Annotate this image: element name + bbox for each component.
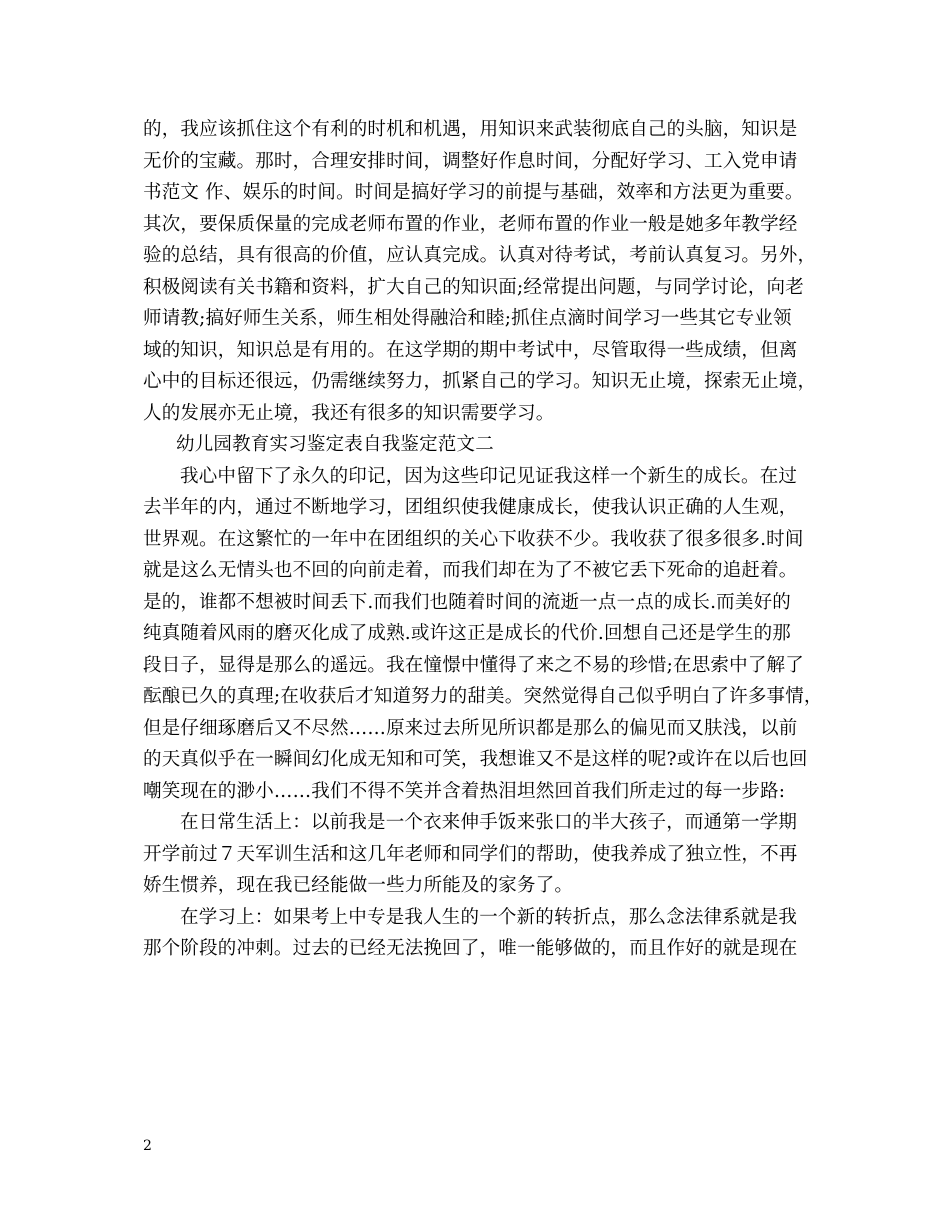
text-line: 但是仔细琢磨后又不尽然……原来过去所见所识都是那么的偏见而又肤浅，以前 xyxy=(143,717,798,739)
text-line: 书范文 作、娱乐的时间。时间是搞好学习的前提与基础，效率和方法更为重要。 xyxy=(143,182,804,203)
text-line: 的天真似乎在一瞬间幻化成无知和可笑，我想谁又不是这样的呢?或许在以后也回 xyxy=(143,749,808,770)
text-line: 那个阶段的冲刺。过去的已经无法挽回了，唯一能够做的，而且作好的就是现在 xyxy=(143,938,798,959)
text-line: 段日子，显得是那么的遥远。我在憧憬中懂得了来之不易的珍惜;在思索中了解了 xyxy=(143,654,804,676)
text-line: 嘲笑现在的渺小……我们不得不笑并含着热泪坦然回首我们所走过的每一步路: xyxy=(143,780,786,802)
text-line: 验的总结，具有很高的价值，应认真完成。认真对待考试，考前认真复习。另外， xyxy=(143,245,817,266)
text-line: 在学习上：如果考上中专是我人生的一个新的转折点，那么念法律系就是我 xyxy=(180,906,798,928)
text-line: 其次，要保质保量的完成老师布置的作业，老师布置的作业一般是她多年教学经 xyxy=(143,213,798,235)
text-line: 就是这么无情头也不回的向前走着，而我们却在为了不被它丢下死命的追赶着。 xyxy=(143,560,798,581)
page-number: 2 xyxy=(143,1138,152,1154)
section-heading: 幼儿园教育实习鉴定表自我鉴定范文二 xyxy=(176,434,494,455)
text-line: 域的知识，知识总是有用的。在这学期的期中考试中，尽管取得一些成绩，但离 xyxy=(143,339,798,361)
text-line: 娇生惯养，现在我已经能做一些力所能及的家务了。 xyxy=(143,875,574,896)
text-line: 在日常生活上：以前我是一个衣来伸手饭来张口的半大孩子，而通第一学期 xyxy=(180,812,798,833)
text-line: 是的，谁都不想被时间丢下.而我们也随着时间的流逝一点一点的成长.而美好的 xyxy=(143,591,791,613)
text-line: 积极阅读有关书籍和资料，扩大自己的知识面;经常提出问题，与同学讨论，向老 xyxy=(143,276,804,298)
text-line: 无价的宝藏。那时，合理安排时间，调整好作息时间，分配好学习、工入党申请 xyxy=(143,150,798,172)
text-line: 开学前过７天军训生活和这几年老师和同学们的帮助，使我养成了独立性，不再 xyxy=(143,843,798,865)
text-line: 纯真随着风雨的磨灭化成了成熟.或许这正是成长的代价.回想自己还是学生的那 xyxy=(143,623,791,644)
text-line: 我心中留下了永久的印记，因为这些印记见证我这样一个新生的成长。在过 xyxy=(180,465,798,487)
text-line: 的，我应该抓住这个有利的时机和机遇，用知识来武装彻底自己的头脑，知识是 xyxy=(143,119,798,140)
text-line: 心中的目标还很远，仍需继续努力，抓紧自己的学习。知识无止境，探索无止境， xyxy=(143,371,817,392)
body-text xyxy=(143,114,843,965)
text-line: 师请教;搞好师生关系，师生相处得融洽和睦;抓住点滴时间学习一些其它专业领 xyxy=(143,308,792,329)
text-line: 去半年的内，通过不断地学习，团组织使我健康成长，使我认识正确的人生观， xyxy=(143,497,798,518)
text-line: 世界观。在这繁忙的一年中在团组织的关心下收获不少。我收获了很多很多.时间 xyxy=(143,528,804,550)
text-line: 人的发展亦无止境，我还有很多的知识需要学习。 xyxy=(143,402,555,424)
text-line: 酝酿已久的真理;在收获后才知道努力的甜美。突然觉得自己似乎明白了许多事情， xyxy=(143,686,823,707)
